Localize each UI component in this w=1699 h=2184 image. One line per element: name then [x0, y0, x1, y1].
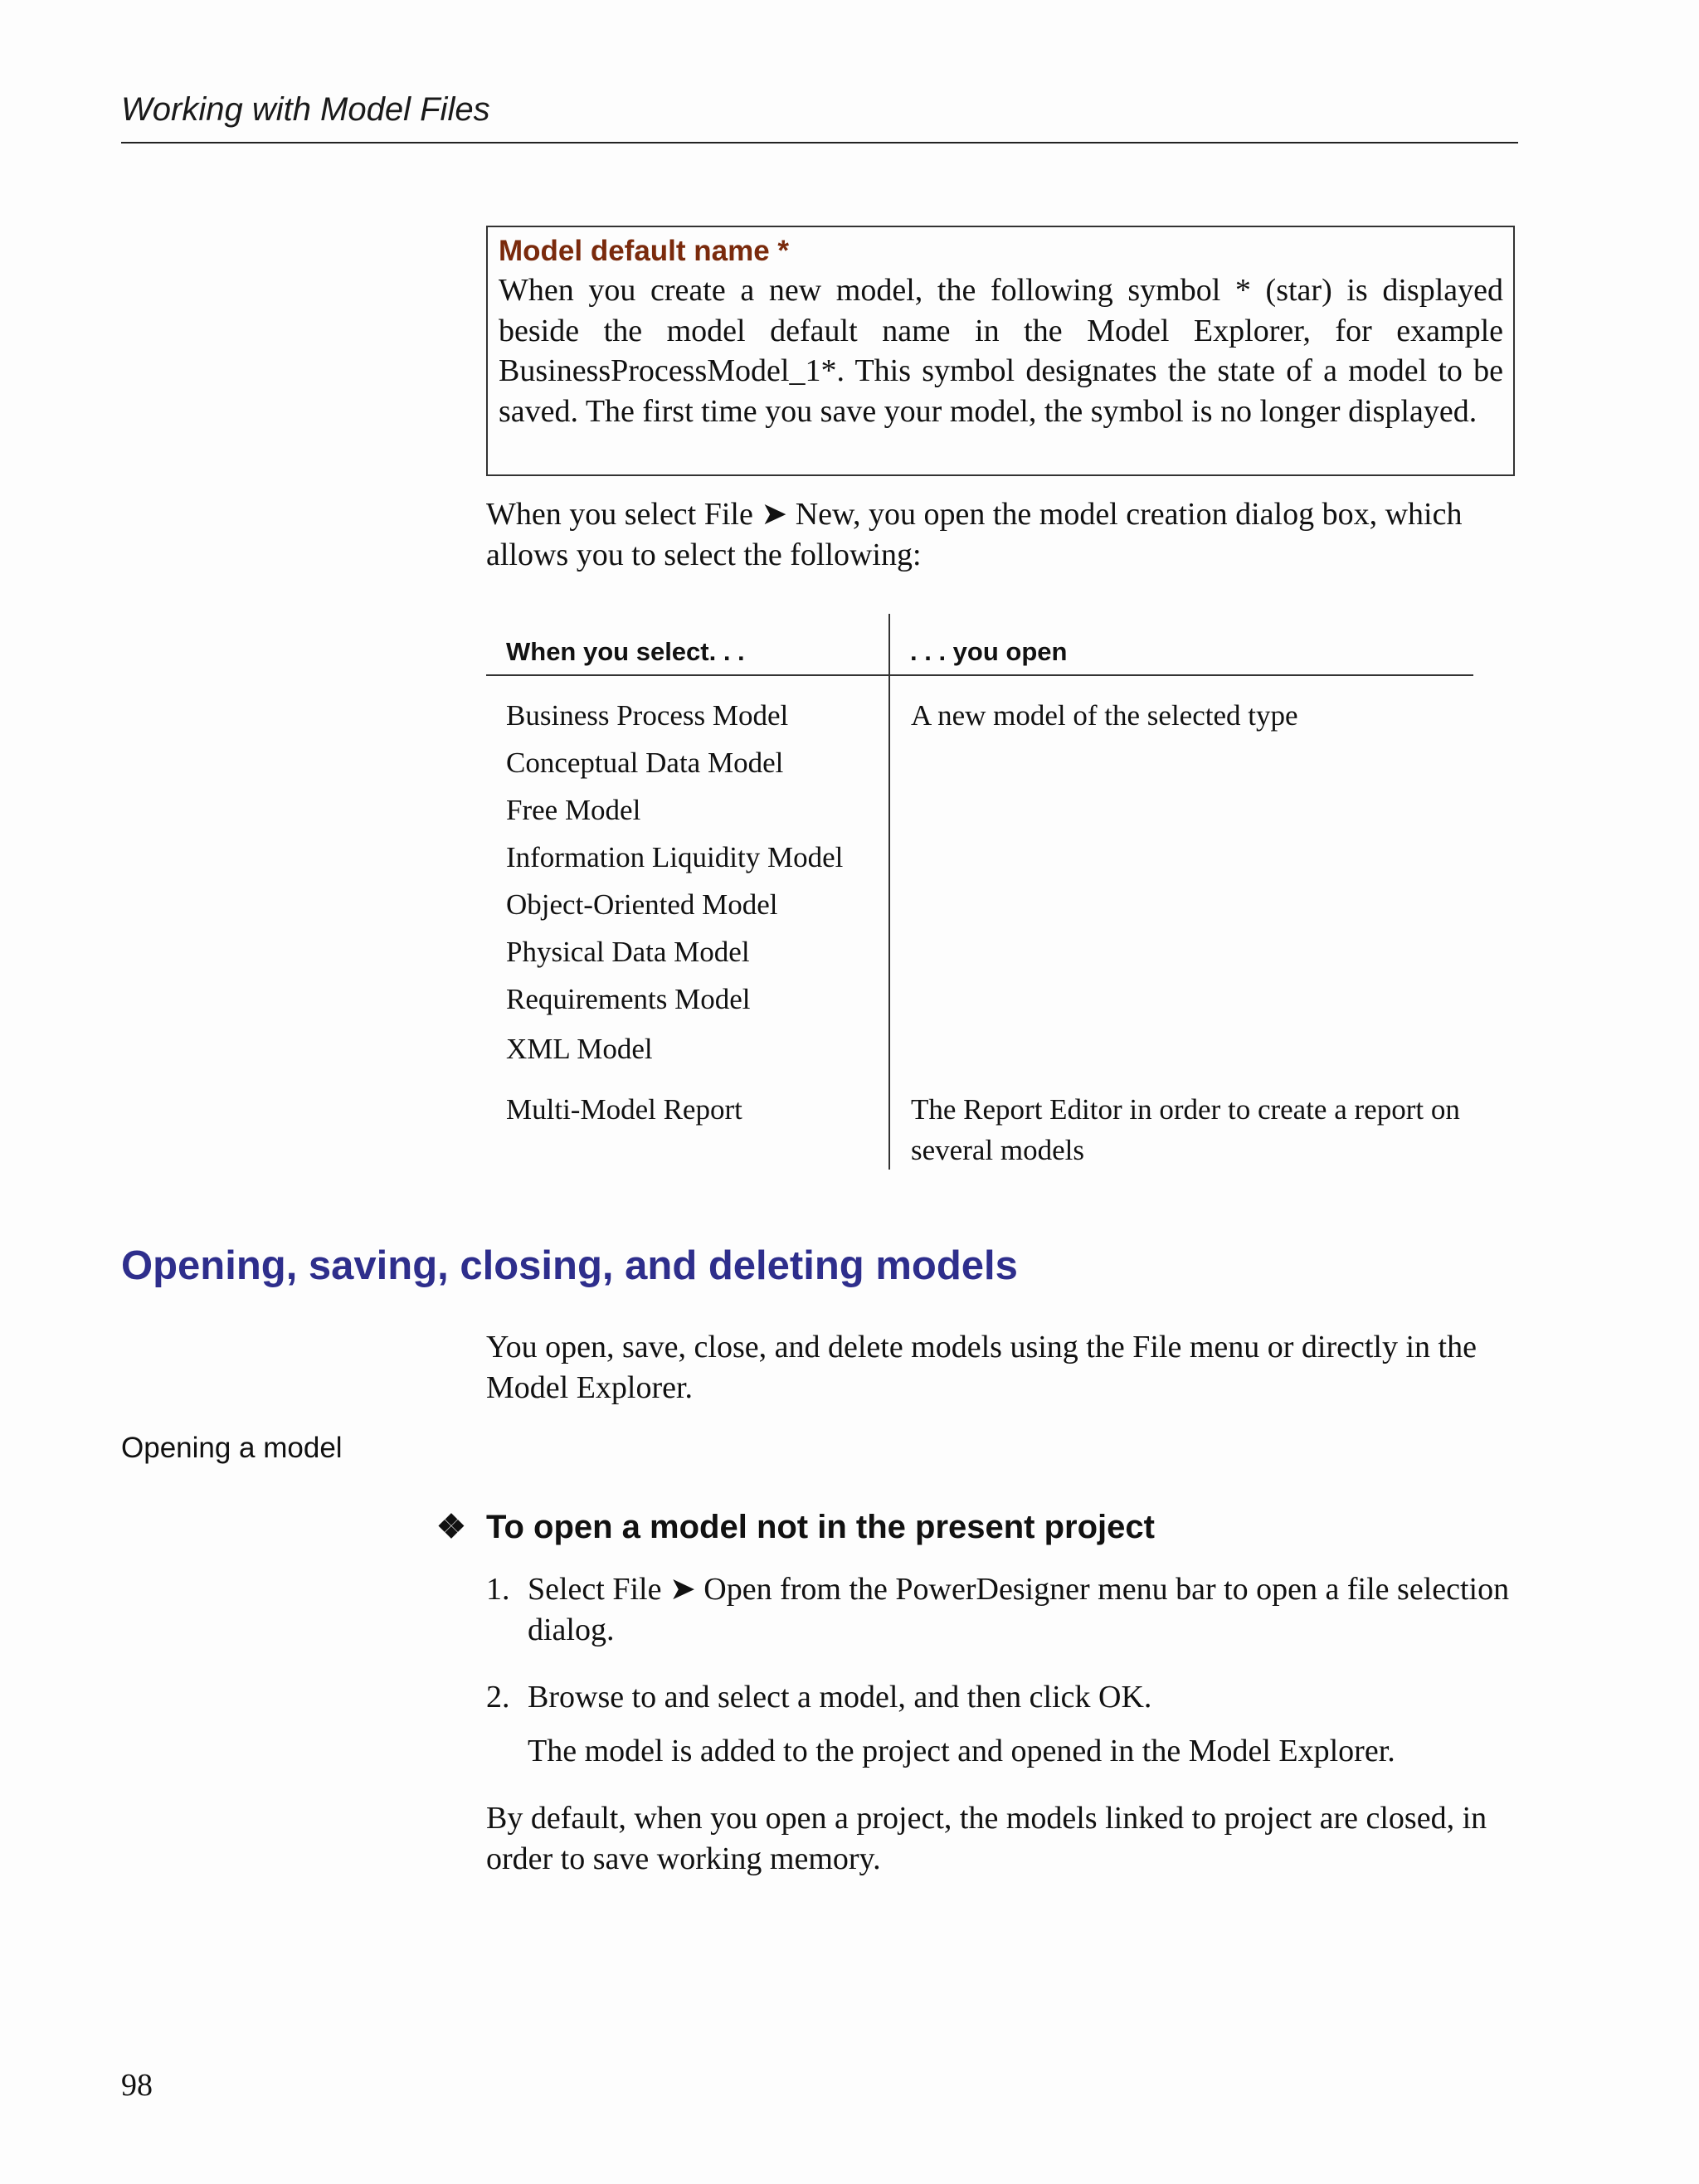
- table-header-select: When you select. . .: [506, 637, 745, 666]
- running-header: Working with Model Files: [121, 91, 490, 128]
- table-cell-select: Requirements Model: [506, 983, 751, 1015]
- table-cell-select: Multi-Model Report: [506, 1093, 742, 1126]
- note-body: When you create a new model, the following symbol * (star) is displayed beside the model default name in the Model Explorer, for example BusinessProcessModel_1*. This symbol designates the state of a model to be saved. The first time you save your model, the symbol is no longer displayed.: [499, 273, 1503, 429]
- table-cell-select: Business Process Model: [506, 699, 789, 732]
- step-text: Browse to and select a model, and then click OK.: [528, 1680, 1152, 1715]
- table-cell-select: Conceptual Data Model: [506, 747, 784, 779]
- note-box: [486, 226, 1515, 476]
- table-column-divider: [888, 614, 890, 1170]
- table-cell-open: A new model of the selected type: [911, 699, 1298, 732]
- table-header-open: . . . you open: [910, 637, 1068, 666]
- table-cell-select: Free Model: [506, 794, 641, 826]
- intro-paragraph: When you select File ➤ New, you open the model creation dialog box, which allows you to select the following:: [486, 497, 1463, 572]
- procedure-step: [486, 1677, 1518, 1718]
- closing-paragraph: By default, when you open a project, the models linked to project are closed, in order to save working memory.: [486, 1801, 1487, 1876]
- table-header-rule: [486, 674, 1473, 676]
- procedure-title-text: To open a model not in the present project: [486, 1509, 1155, 1545]
- step-text: Select File ➤ Open from the PowerDesigner menu bar to open a file selection dialog.: [528, 1572, 1510, 1647]
- header-rule: [121, 142, 1518, 143]
- side-heading: Opening a model: [121, 1432, 343, 1464]
- page-number: 98: [121, 2068, 153, 2103]
- section-intro-paragraph: You open, save, close, and delete models using the File menu or directly in the Model Explorer.: [486, 1330, 1477, 1405]
- step-number: 2.: [486, 1680, 510, 1715]
- step-number: 1.: [486, 1572, 510, 1607]
- table-cell-select: Information Liquidity Model: [506, 841, 844, 873]
- table-cell-open: The Report Editor in order to create a report on several models: [911, 1093, 1460, 1166]
- procedure-step: [486, 1569, 1518, 1651]
- table-cell-select: XML Model: [506, 1033, 653, 1065]
- diamond-bullet-icon: ❖: [436, 1509, 466, 1545]
- procedure-title: [436, 1508, 1155, 1546]
- section-heading: Opening, saving, closing, and deleting models: [121, 1243, 1018, 1288]
- table-cell-select: Object-Oriented Model: [506, 888, 778, 921]
- note-title: Model default name *: [499, 235, 790, 267]
- table-cell-select: Physical Data Model: [506, 936, 750, 968]
- step-result: The model is added to the project and opened in the Model Explorer.: [528, 1734, 1395, 1768]
